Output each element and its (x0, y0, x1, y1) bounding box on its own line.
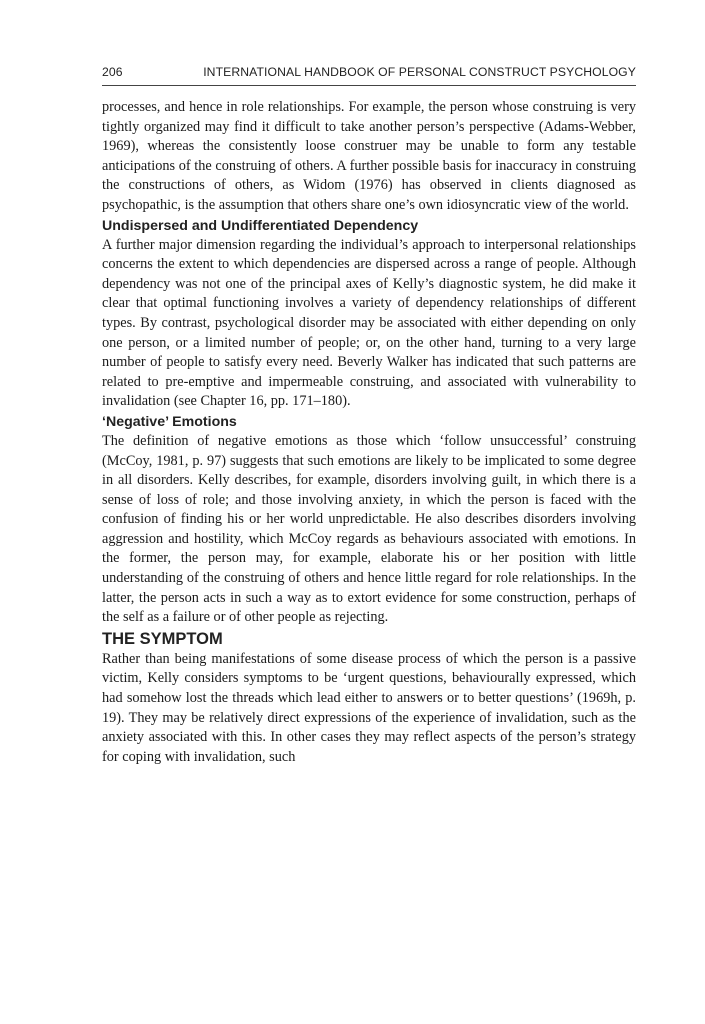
section-heading-dependency: Undispersed and Undifferentiated Dependency (102, 217, 419, 234)
paragraph-symptom: Rather than being manifestations of some disease process of which the person is a passive victim, Kelly considers symptoms to be ‘urgent questions, behaviourally expressed, which had somehow lost the threads which lead either to answers or to better questions’ (1969h, p. 19). They may be relatively direct expressions of the experience of invalidation, such as the anxiety associated with this. In other cases they may reflect aspects of the person’s strategy for coping with invalidation, such (102, 650, 636, 765)
section-heading-negative-emotions: ‘Negative’ Emotions (102, 413, 237, 430)
chapter-heading-the-symptom: THE SYMPTOM (102, 629, 223, 648)
paragraph-intro: processes, and hence in role relationships. For example, the person whose construing is very tightly organized may find it difficult to take another person’s perspective (Adams-Webber, 1969), whereas the consistently loose construer may be unable to form any testable anticipations of the construing of others. A further possible basis for inaccuracy in construing the constructions of others, as Widom (1976) has observed in clients diagnosed as psychopathic, is the assumption that others share one’s own idiosyncratic view of the world. (102, 99, 636, 213)
paragraph-dependency: A further major dimension regarding the individual’s approach to interpersonal relationships concerns the extent to which dependencies are dispersed across a range of people. Although dependency was not one of the principal axes of Kelly’s diagnostic system, he did make it clear that optimal functioning involves a variety of dependency relationships of different types. By contrast, psychological disorder may be associated with either depending on only one person, or a limited number of people; or, on the other hand, turning to a very large number of people to satisfy every need. Beverly Walker has indicated that such patterns are related to pre-emptive and impermeable construing, and associated with vulnerability to invalidation (see Chapter 16, pp. 171–180). (102, 236, 636, 410)
book-page (102, 64, 636, 767)
paragraph-negative-emotions: The definition of negative emotions as those which ‘follow unsuccessful’ construing (McCoy, 1981, p. 97) suggests that such emotions are likely to be implicated to some degree in all disorders. Kelly describes, for example, disorders involving guilt, in which there is a sense of loss of role; and those involving anxiety, in which the person is faced with the confusion of finding his or her world unpredictable. He also describes disorders involving aggression and hostility, which McCoy regards as behaviours associated with emotions. In the former, the person may, for example, elaborate his or her position with little understanding of the construing of others and hence little regard for role relationships. In the latter, the person acts in such a way as to extort evidence for some construction, perhaps of the self as a failure or of other people as rejecting. (102, 432, 636, 626)
book-title: INTERNATIONAL HANDBOOK OF PERSONAL CONSTRUCT PSYCHOLOGY (203, 65, 636, 79)
page-number: 206 (102, 65, 123, 79)
running-head (102, 64, 636, 86)
